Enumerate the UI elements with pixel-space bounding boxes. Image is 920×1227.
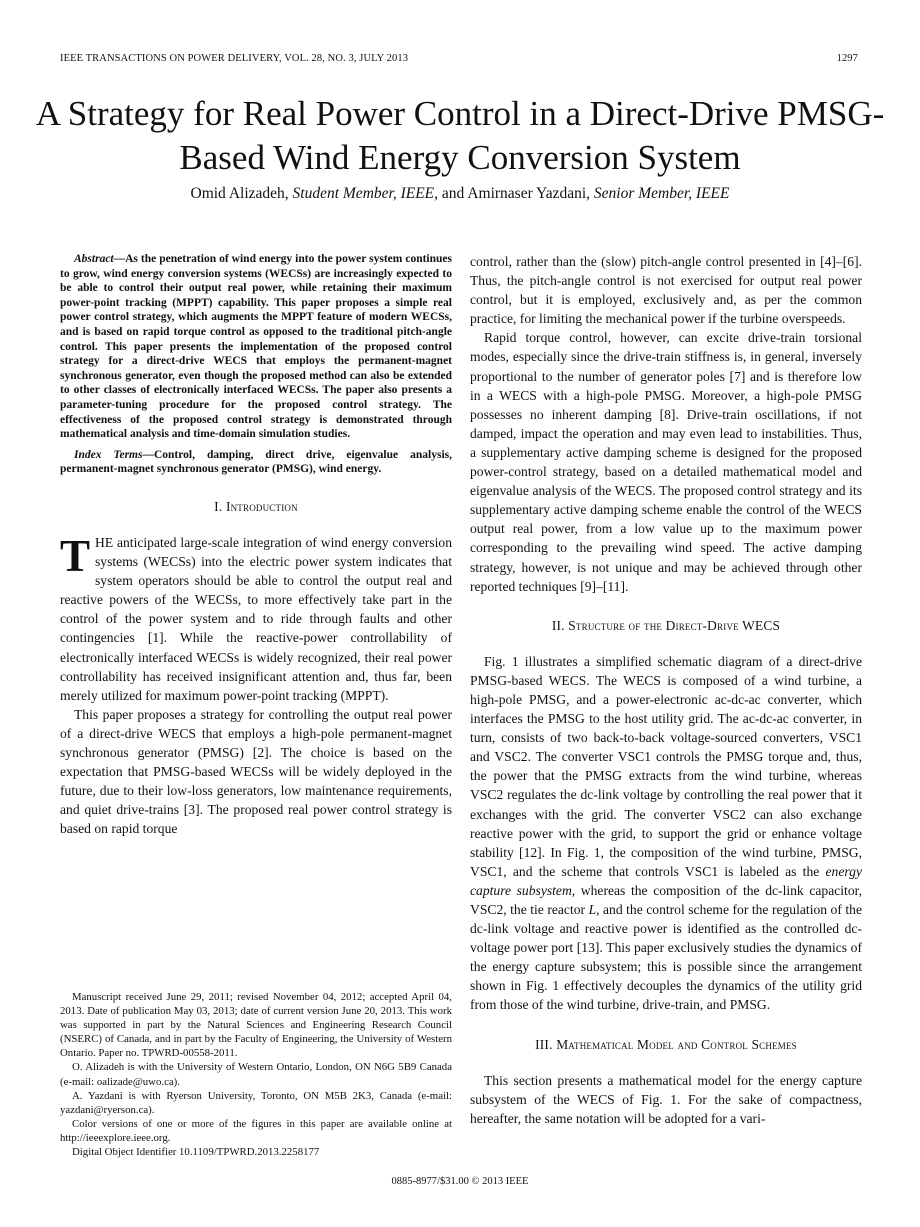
- author-separator: , and: [434, 185, 465, 202]
- abstract-label: Abstract: [74, 253, 114, 265]
- abstract: [60, 252, 452, 442]
- copyright-line: 0885-8977/$31.00 © 2013 IEEE: [391, 1176, 529, 1187]
- author-1-role: Student Member, IEEE: [292, 185, 435, 202]
- author-2: Amirnaser Yazdani,: [467, 185, 591, 202]
- author-2-role: Senior Member, IEEE: [593, 185, 730, 202]
- footnotes: [60, 990, 452, 1159]
- section-heading-introduction: I. Introduction: [214, 498, 298, 514]
- footnote-manuscript: Manuscript received June 29, 2011; revised November 04, 2012; accepted April 04, 2013. Date of publication May 03, 2013; date of current version June 20, 2013. This work was supported in part by the Natural Sciences and Engineering Research Council (NSERC) of Canada, and in part by the Faculty of Engineering, the University of Western Ontario. Paper no. TPWRD-00558-2011.: [60, 991, 452, 1060]
- section-heading-structure: II. Structure of the Direct-Drive WECS: [551, 617, 781, 633]
- author-1: Omid Alizadeh,: [190, 185, 289, 202]
- footnote-author-2: A. Yazdani is with Ryerson University, Toronto, ON M5B 2K3, Canada (e-mail: yazdani@ryerson.ca).: [60, 1089, 452, 1116]
- left-column: [60, 252, 452, 839]
- drop-cap: T: [60, 531, 91, 581]
- intro-paragraph-1: THE anticipated large-scale integration of wind energy conversion systems (WECSs) into the electric power system indicates that system operators should be able to control the output real and reactive powers of the WECSs, to more effectively take part in the control of the power system and to ride through faults and other contingencies [1]. While the reactive-power controllability of electronically interfaced WECSs is widely recognized, their real power controllability has received insignificant attention and, thus far, been merely utilized for maximum power-point tracking (MPPT).: [60, 531, 452, 703]
- author-line: [30, 185, 890, 203]
- intro-paragraph-2: This paper proposes a strategy for controlling the output real power of a direct-drive WECS that employs a high-pole permanent-magnet synchronous generator (PMSG) [2]. The choice is based on the expectation that PMSG-based WECSs will be widely deployed in the future, due to their low-loss generators, low maintenance requirements, and quiet drive-trains [3]. The proposed real power control strategy is based on rapid torque: [60, 706, 452, 837]
- footnote-author-1: O. Alizadeh is with the University of Western Ontario, London, ON N6G 5B9 Canada (e-mail: oalizade@uwo.ca).: [60, 1061, 452, 1088]
- footnote-color: Color versions of one or more of the figures in this paper are available online at http://ieeexplore.ieee.org.: [60, 1117, 452, 1144]
- model-paragraph: This section presents a mathematical model for the energy capture subsystem of the WECS of Fig. 1. For the sake of compactness, hereafter, the same notation will be adopted for a vari-: [470, 1072, 862, 1126]
- journal-name: IEEE TRANSACTIONS ON POWER DELIVERY, VOL. 28, NO. 3, JULY 2013: [60, 53, 409, 64]
- index-terms: [60, 448, 452, 477]
- abstract-text: —As the penetration of wind energy into the power system continues to grow, wind energy conversion systems (WECSs) are increasingly expected to be able to control their output real power, while retaining their maximum power-point tracking (MPPT) capability. This paper proposes a simple real power control strategy, which augments the MPPT feature of modern WECSs, and is based on rapid torque control as opposed to the traditional pitch-angle control. This paper presents the implementation of the proposed control strategy for a direct-drive WECS that employs the permanent-magnet synchronous generator, even though the proposed method can also be extended to other classes of electronically interfaced WECSs. The paper also presents a parameter-tuning procedure for the proposed control strategy. The effectiveness of the proposed control strategy is demonstrated through mathematical analysis and time-domain simulation studies.: [60, 253, 452, 441]
- index-terms-label: Index Terms: [74, 448, 143, 461]
- structure-paragraph: Fig. 1 illustrates a simplified schematic diagram of a direct-drive PMSG-based WECS. The WECS is composed of a wind turbine, a high-pole PMSG, and a power-electronic ac-dc-ac converter, which interfaces the PMSG to the host utility grid. The ac-dc-ac converter, in turn, consists of two back-to-back voltage-sourced converters, VSC1 and VSC2. The converter VSC1 controls the PMSG torque and, thus, the power that the PMSG extracts from the wind turbine, whereas VSC2 regulates the dc-link voltage by controlling the real power that it exchanges with the grid. The converter VSC2 can also exchange reactive power with the grid, to support the grid or enhance voltage stability [12]. In Fig. 1, the composition of the wind turbine, PMSG, VSC1, and the scheme that controls VSC1 is labeled as the energy capture subsystem, whereas the composition of the dc-link capacitor, VSC2, the tie reactor L, and the control scheme for the regulation of the dc-link voltage and reactive power is identified as the controlled dc-voltage power port [13]. This paper exclusively studies the dynamics of the energy capture subsystem; this is possible since the arrangement shown in Fig. 1 effectively decouples the dynamics of the utility grid from those of the wind turbine, drive-train, and PMSG.: [470, 653, 863, 1013]
- right-paragraph-1: control, rather than the (slow) pitch-angle control presented in [4]–[6]. Thus, the pitch-angle control is not exercised for output real power control, but it is employed, exclusively and, as per the common practice, for limiting the mechanical power if the turbine overspeeds.: [470, 254, 862, 327]
- footnote-doi: Digital Object Identifier 10.1109/TPWRD.2013.2258177: [72, 1146, 320, 1159]
- variable-L: L: [588, 902, 597, 917]
- paper-title: A Strategy for Real Power Control in a Direct-Drive PMSG-Based Wind Energy Conversion System: [35, 94, 885, 177]
- section-heading-model: III. Mathematical Model and Control Schemes: [535, 1036, 797, 1052]
- index-terms-text: —Control, damping, direct drive, eigenvalue analysis, permanent-magnet synchronous generator (PMSG), wind energy.: [60, 448, 453, 476]
- right-column: [470, 252, 862, 1128]
- page-number: 1297: [836, 53, 858, 64]
- right-paragraph-2: Rapid torque control, however, can excite drive-train torsional modes, especially since the drive-train stiffness is, in general, inversely proportional to the number of generator poles [7] and is therefore low in a WECS with a high-pole PMSG. Moreover, a high-pole PMSG possesses no inherent damping [8]. Drive-train oscillations, if not damped, impact the operation and may even lead to instabilities. Thus, a supplementary active damping scheme is designed for the proposed power-control strategy, based on a detailed mathematical model and eigenvalue analysis of the WECS. The proposed control strategy and its supplementary active damping scheme enable the control of the WECS output real power, from a low value up to the maximum power corresponding to the prevailing wind speed. The active damping strategy, however, is not unique and may be achieved through other reported techniques [9]–[11].: [470, 330, 862, 594]
- running-header: [60, 53, 858, 64]
